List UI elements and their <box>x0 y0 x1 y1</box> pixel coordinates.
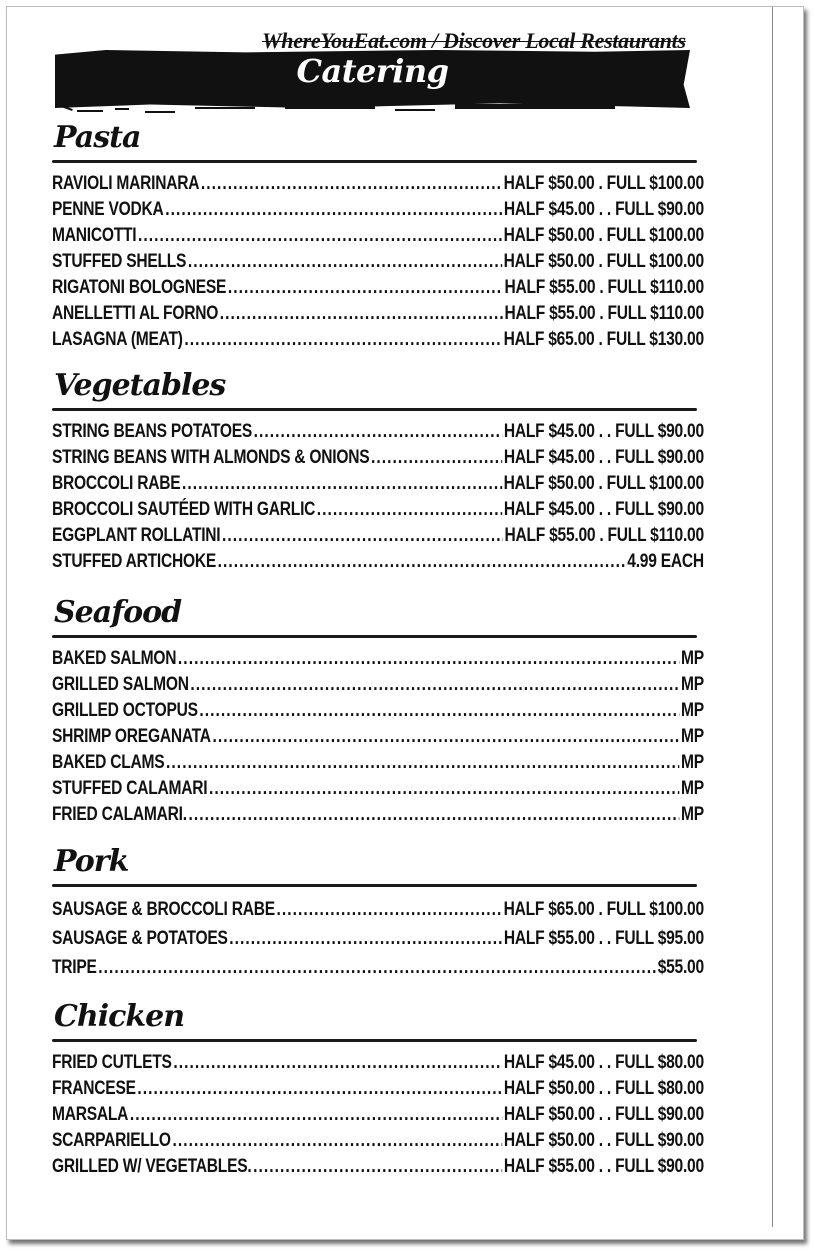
dot-leader <box>190 672 679 698</box>
item-price: HALF $65.00 . FULL $100.00 <box>503 899 704 920</box>
item-name: STUFFED ARTICHOKE <box>52 551 217 572</box>
item-name: BROCCOLI SAUTÉED WITH GARLIC <box>52 499 316 520</box>
menu-item <box>52 327 704 353</box>
section-title: Seafood <box>54 595 182 630</box>
item-price: MP <box>681 674 704 695</box>
item-name: MARSALA <box>52 1104 129 1125</box>
dot-leader <box>130 1102 502 1128</box>
dot-leader <box>178 646 679 672</box>
item-price: MP <box>681 752 704 773</box>
menu-item <box>52 1154 704 1180</box>
menu-item <box>52 646 704 672</box>
item-price: MP <box>681 648 704 669</box>
section-divider <box>52 1039 697 1042</box>
menu-item <box>52 549 704 575</box>
item-price: HALF $45.00 . . FULL $90.00 <box>503 499 704 520</box>
menu-item <box>52 301 704 327</box>
dot-leader <box>222 523 503 549</box>
dot-leader <box>228 275 503 301</box>
section-title: Chicken <box>54 999 185 1034</box>
item-price: HALF $45.00 . . FULL $90.00 <box>503 199 704 220</box>
item-price: HALF $50.00 . FULL $100.00 <box>503 251 704 272</box>
dot-leader <box>371 445 502 471</box>
item-name: EGGPLANT ROLLATINI <box>52 525 221 546</box>
item-price: MP <box>681 726 704 747</box>
menu-item <box>52 953 704 982</box>
item-price: HALF $50.00 . . FULL $90.00 <box>503 1104 704 1125</box>
watermark-text: WhereYouEat.com / Discover Local Restaurants <box>262 28 686 53</box>
dot-leader <box>165 197 502 223</box>
item-name: LASAGNA (MEAT) <box>52 329 183 350</box>
menu-item <box>52 750 704 776</box>
item-name: SAUSAGE & POTATOES <box>52 928 228 949</box>
item-name: FRIED CALAMARI. <box>52 804 187 825</box>
item-name: ANELLETTI AL FORNO <box>52 303 219 324</box>
dot-leader <box>277 895 502 924</box>
section-pasta <box>52 118 702 353</box>
item-price: 4.99 EACH <box>627 551 704 572</box>
dot-leader <box>229 924 502 953</box>
item-name: GRILLED W/ VEGETABLES. <box>52 1156 252 1177</box>
item-name: BAKED SALMON <box>52 648 177 669</box>
section-title: Pasta <box>54 120 141 155</box>
item-price: HALF $50.00 . FULL $100.00 <box>503 473 704 494</box>
dot-leader <box>209 776 679 802</box>
dot-leader <box>173 1050 502 1076</box>
menu-item <box>52 1076 704 1102</box>
menu-item <box>52 223 704 249</box>
dot-leader <box>137 1076 502 1102</box>
dot-leader <box>253 1154 502 1180</box>
menu-item <box>52 523 704 549</box>
menu-item <box>52 1050 704 1076</box>
item-name: STUFFED CALAMARI <box>52 778 208 799</box>
item-price: HALF $55.00 . . FULL $95.00 <box>503 928 704 949</box>
banner-splatter <box>55 104 685 116</box>
item-name: FRIED CUTLETS <box>52 1052 172 1073</box>
menu-item <box>52 171 704 197</box>
item-name: TRIPE <box>52 957 97 978</box>
dot-leader <box>254 419 503 445</box>
item-price: MP <box>681 804 704 825</box>
dot-leader <box>166 750 679 776</box>
dot-leader <box>98 953 656 982</box>
dot-leader <box>212 724 679 750</box>
dot-leader <box>182 471 502 497</box>
dot-leader <box>138 223 502 249</box>
item-price: MP <box>681 700 704 721</box>
menu-item <box>52 802 704 828</box>
dot-leader <box>188 802 679 828</box>
item-name: STRING BEANS WITH ALMONDS & ONIONS <box>52 447 370 468</box>
menu-item <box>52 197 704 223</box>
dot-leader <box>317 497 502 523</box>
section-seafood <box>52 593 702 828</box>
section-title: Vegetables <box>54 368 226 403</box>
menu-item <box>52 776 704 802</box>
section-chicken <box>52 997 702 1180</box>
menu-item <box>52 419 704 445</box>
menu-item <box>52 249 704 275</box>
item-name: SCARPARIELLO <box>52 1130 171 1151</box>
menu-item <box>52 1102 704 1128</box>
item-name: GRILLED SALMON <box>52 674 189 695</box>
menu-item <box>52 471 704 497</box>
menu-item <box>52 1128 704 1154</box>
item-name: PENNE VODKA <box>52 199 164 220</box>
page-edge-line <box>772 7 773 1227</box>
dot-leader <box>184 327 502 353</box>
item-price: HALF $55.00 . FULL $110.00 <box>504 303 704 324</box>
section-vegetables <box>52 366 702 575</box>
menu-item <box>52 672 704 698</box>
section-pork <box>52 842 702 982</box>
section-divider <box>52 884 697 887</box>
dot-leader <box>199 698 679 724</box>
item-price: HALF $50.00 . . FULL $90.00 <box>503 1130 704 1151</box>
dot-leader <box>201 171 502 197</box>
menu-item <box>52 895 704 924</box>
item-price: HALF $55.00 . FULL $110.00 <box>504 525 704 546</box>
dot-leader <box>188 249 502 275</box>
dot-leader <box>220 301 503 327</box>
menu-item <box>52 724 704 750</box>
menu-item <box>52 445 704 471</box>
item-price: HALF $50.00 . . FULL $80.00 <box>503 1078 704 1099</box>
item-name: SHRIMP OREGANATA <box>52 726 211 747</box>
menu-item <box>52 698 704 724</box>
section-title: Pork <box>54 844 129 879</box>
item-price: HALF $50.00 . FULL $100.00 <box>503 173 704 194</box>
item-price: HALF $65.00 . FULL $130.00 <box>503 329 704 350</box>
item-price: HALF $55.00 . FULL $110.00 <box>504 277 704 298</box>
item-price: $55.00 <box>657 957 704 978</box>
item-name: STRING BEANS POTATOES <box>52 421 253 442</box>
item-price: HALF $50.00 . FULL $100.00 <box>503 225 704 246</box>
item-name: STUFFED SHELLS <box>52 251 187 272</box>
item-price: MP <box>681 778 704 799</box>
banner-title: Catering <box>296 52 449 90</box>
dot-leader <box>172 1128 502 1154</box>
item-price: HALF $55.00 . . FULL $90.00 <box>503 1156 704 1177</box>
section-divider <box>52 408 697 411</box>
item-price: HALF $45.00 . . FULL $80.00 <box>503 1052 704 1073</box>
section-divider <box>52 635 697 638</box>
menu-item <box>52 275 704 301</box>
item-name: RIGATONI BOLOGNESE <box>52 277 227 298</box>
dot-leader <box>218 549 626 575</box>
item-price: HALF $45.00 . . FULL $90.00 <box>503 421 704 442</box>
item-name: RAVIOLI MARINARA <box>52 173 200 194</box>
item-name: SAUSAGE & BROCCOLI RABE <box>52 899 275 920</box>
item-name: BAKED CLAMS <box>52 752 165 773</box>
item-name: BROCCOLI RABE <box>52 473 181 494</box>
menu-item <box>52 924 704 953</box>
item-name: MANICOTTI <box>52 225 137 246</box>
item-name: FRANCESE <box>52 1078 136 1099</box>
item-price: HALF $45.00 . . FULL $90.00 <box>503 447 704 468</box>
section-divider <box>52 160 697 163</box>
menu-item <box>52 497 704 523</box>
item-name: GRILLED OCTOPUS <box>52 700 198 721</box>
